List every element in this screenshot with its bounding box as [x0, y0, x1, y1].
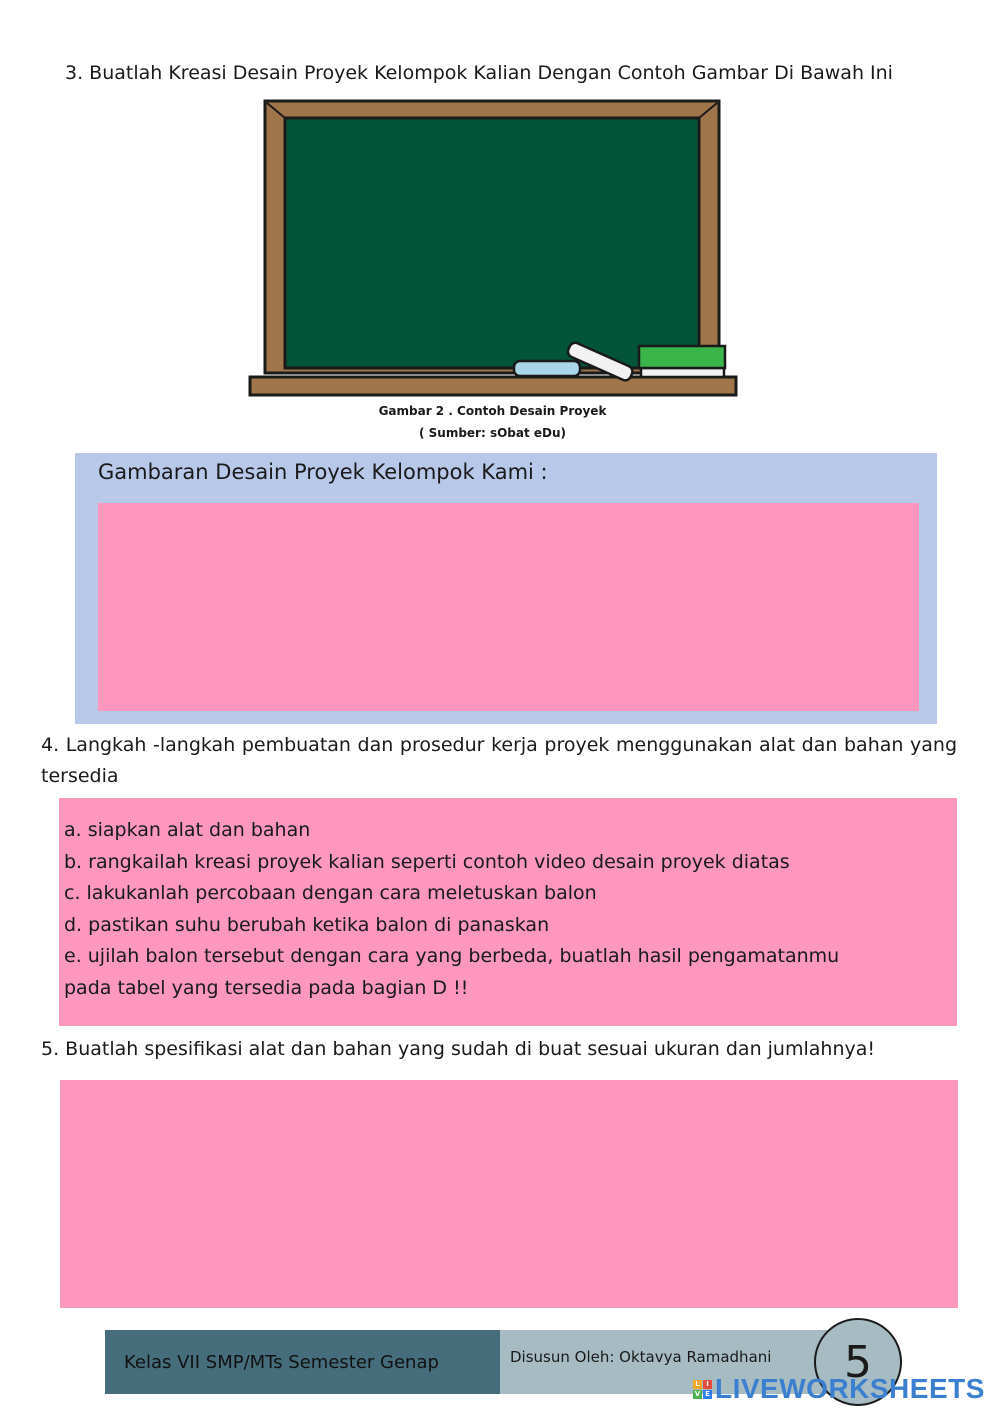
step-item: a. siapkan alat dan bahan	[64, 819, 311, 841]
step-item: d. pastikan suhu berubah ketika balon di panaskan	[64, 913, 550, 936]
liveworksheets-grid-icon: L I V E	[693, 1380, 712, 1399]
step-item: pada tabel yang tersedia pada bagian D !!	[64, 976, 469, 999]
figure-caption: Gambar 2 . Contoh Desain Proyek	[378, 404, 607, 418]
question-4-text: 4. Langkah -langkah pembuatan dan prosedur kerja proyek menggunakan alat dan bahan yang tersedia	[41, 734, 957, 787]
steps-list	[64, 815, 944, 1005]
liveworksheets-logo	[693, 1373, 985, 1405]
design-section-title: Gambaran Desain Proyek Kelompok Kami :	[98, 460, 548, 484]
question-5-text: 5. Buatlah spesifikasi alat dan bahan yang sudah di buat sesuai ukuran dan jumlahnya!	[41, 1038, 875, 1060]
footer-class-label: Kelas VII SMP/MTs Semester Genap	[124, 1351, 439, 1373]
design-answer-box[interactable]	[98, 503, 919, 711]
figure-source: ( Sumber: sObat eDu)	[418, 426, 567, 440]
footer-class-banner	[105, 1330, 500, 1394]
liveworksheets-text: LIVEWORKSHEETS	[715, 1373, 985, 1404]
chalkboard-illustration	[248, 98, 738, 398]
page-number: 5	[814, 1318, 902, 1406]
step-item: c. lakukanlah percobaan dengan cara meletuskan balon	[64, 882, 597, 905]
step-item: b. rangkailah kreasi proyek kalian seperti contoh video desain proyek diatas	[64, 850, 790, 873]
step-item: e. ujilah balon tersebut dengan cara yang berbeda, buatlah hasil pengamatanmu	[64, 945, 840, 968]
footer-author: Disusun Oleh: Oktavya Ramadhani	[510, 1348, 772, 1366]
question-3-text: 3. Buatlah Kreasi Desain Proyek Kelompok Kalian Dengan Contoh Gambar Di Bawah Ini	[65, 62, 893, 84]
specification-answer-box[interactable]	[60, 1080, 958, 1308]
